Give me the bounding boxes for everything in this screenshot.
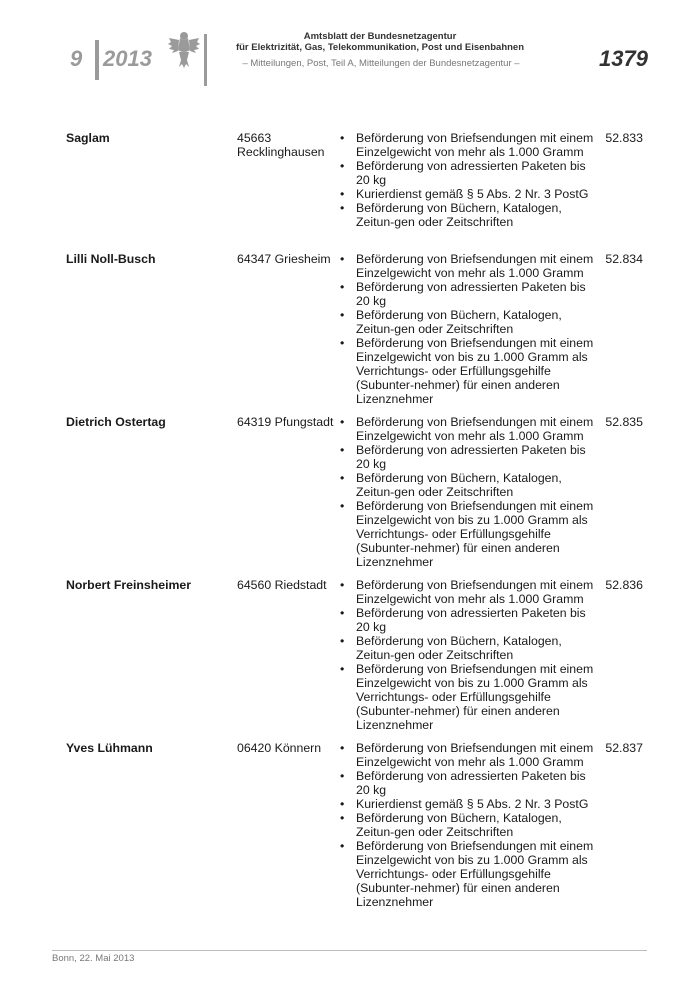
service-item: • Beförderung von Briefsendungen mit einem Einzelgewicht von mehr als 1.000 Gramm	[340, 578, 602, 606]
publication-subtitle: – Mitteilungen, Post, Teil A, Mitteilungen der Bundesnetzagentur –	[242, 58, 520, 69]
service-item: • Beförderung von adressierten Paketen bis 20 kg	[340, 280, 602, 308]
page-header	[0, 0, 700, 100]
page-number: 1379	[599, 46, 648, 71]
place-line: 64347 Griesheim	[237, 252, 331, 266]
federal-eagle-icon	[167, 30, 201, 70]
service-item: • Beförderung von adressierten Paketen bis 20 kg	[340, 769, 602, 797]
issue-year: 2013	[103, 46, 152, 71]
service-item: • Beförderung von Briefsendungen mit einem Einzelgewicht von mehr als 1.000 Gramm	[340, 131, 602, 159]
issue-number: 9	[70, 46, 83, 71]
service-list	[340, 578, 602, 732]
service-item: • Beförderung von Büchern, Katalogen, Zeitun-gen oder Zeitschriften	[340, 811, 602, 839]
licensee-place	[237, 131, 337, 159]
service-item: • Beförderung von Briefsendungen mit einem Einzelgewicht von bis zu 1.000 Gramm als Verrichtungs- oder Erfüllungsgehilfe (Subunter-nehmer) für einen anderen Lizenznehmer	[340, 839, 602, 909]
service-item: • Beförderung von Briefsendungen mit einem Einzelgewicht von mehr als 1.000 Gramm	[340, 415, 602, 443]
place-line: 64319 Pfungstadt	[237, 415, 334, 429]
publication-title	[230, 31, 530, 53]
place-line: Recklinghausen	[237, 145, 325, 159]
publication-title-line1: Amtsblatt der Bundesnetzagentur	[303, 31, 457, 42]
licensee-name: Dietrich Ostertag	[66, 415, 166, 429]
service-item: • Beförderung von Büchern, Katalogen, Zeitun-gen oder Zeitschriften	[340, 471, 602, 499]
reference-number: 52.834	[605, 252, 643, 266]
service-item: • Beförderung von adressierten Paketen bis 20 kg	[340, 443, 602, 471]
licensee-place	[237, 415, 337, 429]
footer-date: Bonn, 22. Mai 2013	[52, 953, 135, 964]
service-item: • Beförderung von Briefsendungen mit einem Einzelgewicht von mehr als 1.000 Gramm	[340, 741, 602, 769]
service-list	[340, 131, 602, 229]
service-item: • Beförderung von Briefsendungen mit einem Einzelgewicht von bis zu 1.000 Gramm als Verrichtungs- oder Erfüllungsgehilfe (Subunter-nehmer) für einen anderen Lizenznehmer	[340, 336, 602, 406]
footer-divider	[52, 950, 647, 951]
service-item: • Beförderung von Briefsendungen mit einem Einzelgewicht von mehr als 1.000 Gramm	[340, 252, 602, 280]
service-item: • Kurierdienst gemäß § 5 Abs. 2 Nr. 3 PostG	[340, 797, 602, 811]
licensee-name: Saglam	[66, 131, 110, 145]
reference-number: 52.835	[605, 415, 643, 429]
reference-number: 52.837	[605, 741, 643, 755]
service-item: • Beförderung von Büchern, Katalogen, Zeitun-gen oder Zeitschriften	[340, 201, 602, 229]
service-item: • Beförderung von Büchern, Katalogen, Zeitun-gen oder Zeitschriften	[340, 308, 602, 336]
licensee-place	[237, 741, 337, 755]
service-item: • Beförderung von Büchern, Katalogen, Zeitun-gen oder Zeitschriften	[340, 634, 602, 662]
service-item: • Beförderung von adressierten Paketen bis 20 kg	[340, 159, 602, 187]
licensee-name: Yves Lühmann	[66, 741, 153, 755]
licensee-place	[237, 252, 337, 266]
publication-title-line2: für Elektrizität, Gas, Telekommunikation, Post und Eisenbahnen	[235, 42, 525, 53]
reference-number: 52.833	[605, 131, 643, 145]
issue-divider	[95, 40, 99, 80]
service-item: • Kurierdienst gemäß § 5 Abs. 2 Nr. 3 PostG	[340, 187, 602, 201]
licensee-place	[237, 578, 337, 592]
reference-number: 52.836	[605, 578, 643, 592]
licensee-name: Norbert Freinsheimer	[66, 578, 192, 592]
licensee-name: Lilli Noll-Busch	[66, 252, 156, 266]
place-line: 06420 Könnern	[237, 741, 322, 755]
service-list	[340, 252, 602, 406]
service-item: • Beförderung von Briefsendungen mit einem Einzelgewicht von bis zu 1.000 Gramm als Verrichtungs- oder Erfüllungsgehilfe (Subunter-nehmer) für einen anderen Lizenznehmer	[340, 662, 602, 732]
service-list	[340, 741, 602, 909]
service-list	[340, 415, 602, 569]
service-item: • Beförderung von adressierten Paketen bis 20 kg	[340, 606, 602, 634]
place-line: 64560 Riedstadt	[237, 578, 327, 592]
place-line: 45663	[237, 131, 272, 145]
header-divider	[204, 34, 207, 86]
service-item: • Beförderung von Briefsendungen mit einem Einzelgewicht von bis zu 1.000 Gramm als Verrichtungs- oder Erfüllungsgehilfe (Subunter-nehmer) für einen anderen Lizenznehmer	[340, 499, 602, 569]
